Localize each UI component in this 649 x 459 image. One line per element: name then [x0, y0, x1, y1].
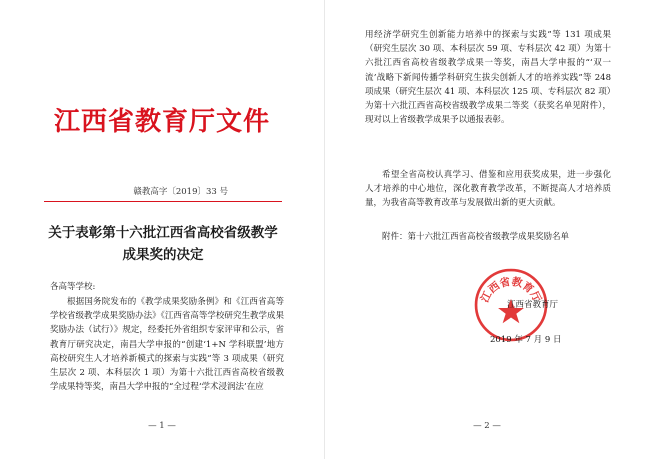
- red-divider-line: [44, 201, 282, 202]
- issue-date: 2019 年 7 月 9 日: [490, 335, 562, 345]
- document-title: [40, 222, 286, 266]
- salutation: 各高等学校:: [50, 282, 96, 292]
- body-paragraph-2: 希望全省高校认真学习、借鉴和应用获奖成果，进一步强化人才培养的中心地位，深化教育教学改革，不断提高人才培养质量，为我省高等教育改革与发展做出新的更大贡献。: [365, 170, 611, 209]
- red-header-title: 江西省教育厅文件: [53, 107, 270, 137]
- document-page-right: [325, 0, 649, 459]
- body-paragraph-continued: 用经济学研究生创新能力培养中的探索与实践”等 131 项成果（研究生层次 30 项、本科层次 59 项、专科层次 42 项）为第十六批江西省高校省级教学成果一等奖，南昌大学申报的“‘双一流’战略下新闻传播学科研究生拔尖创新人才的培养实践”等 248 项成果（研究生层次 41 项、本科层次 125 项、专科层次 82 项）为第十六批江西省高校省级教学成果二等奖（获奖名单见附件），现对以上省级教学成果予以通报表彰。: [365, 30, 611, 126]
- title-line-2: 成果奖的决定: [122, 247, 204, 263]
- attachment-line: 附件：第十六批江西省高校省级教学成果奖励名单: [382, 232, 570, 242]
- document-number: 赣教高字〔2019〕33 号: [133, 187, 228, 197]
- body-paragraph-1: 根据国务院发布的《教学成果奖励条例》和《江西省高等学校省级教学成果奖励办法》《江西省高等学校研究生教学成果奖励办法（试行）》规定，经委托外省组织专家评审和公示，省教育厅研究决定，南昌大学申报的“创建‘1+N 学科联盟’地方高校研究生人才培养新模式的探索与实践”等 3 项成果（研究生层次 2 项、本科层次 1 项）为第十六批江西省高校省级教学成果特等奖，南昌大学申报的“全过程‘学术浸润法’在应: [50, 297, 284, 393]
- page-number-1: — 1 —: [148, 421, 176, 431]
- title-line-1: 关于表彰第十六批江西省高校省级教学: [48, 225, 278, 241]
- issuer-signature: 江西省教育厅: [507, 300, 559, 310]
- page-number-2: — 2 —: [473, 421, 501, 431]
- seal-text: 江西省教育厅: [478, 274, 544, 305]
